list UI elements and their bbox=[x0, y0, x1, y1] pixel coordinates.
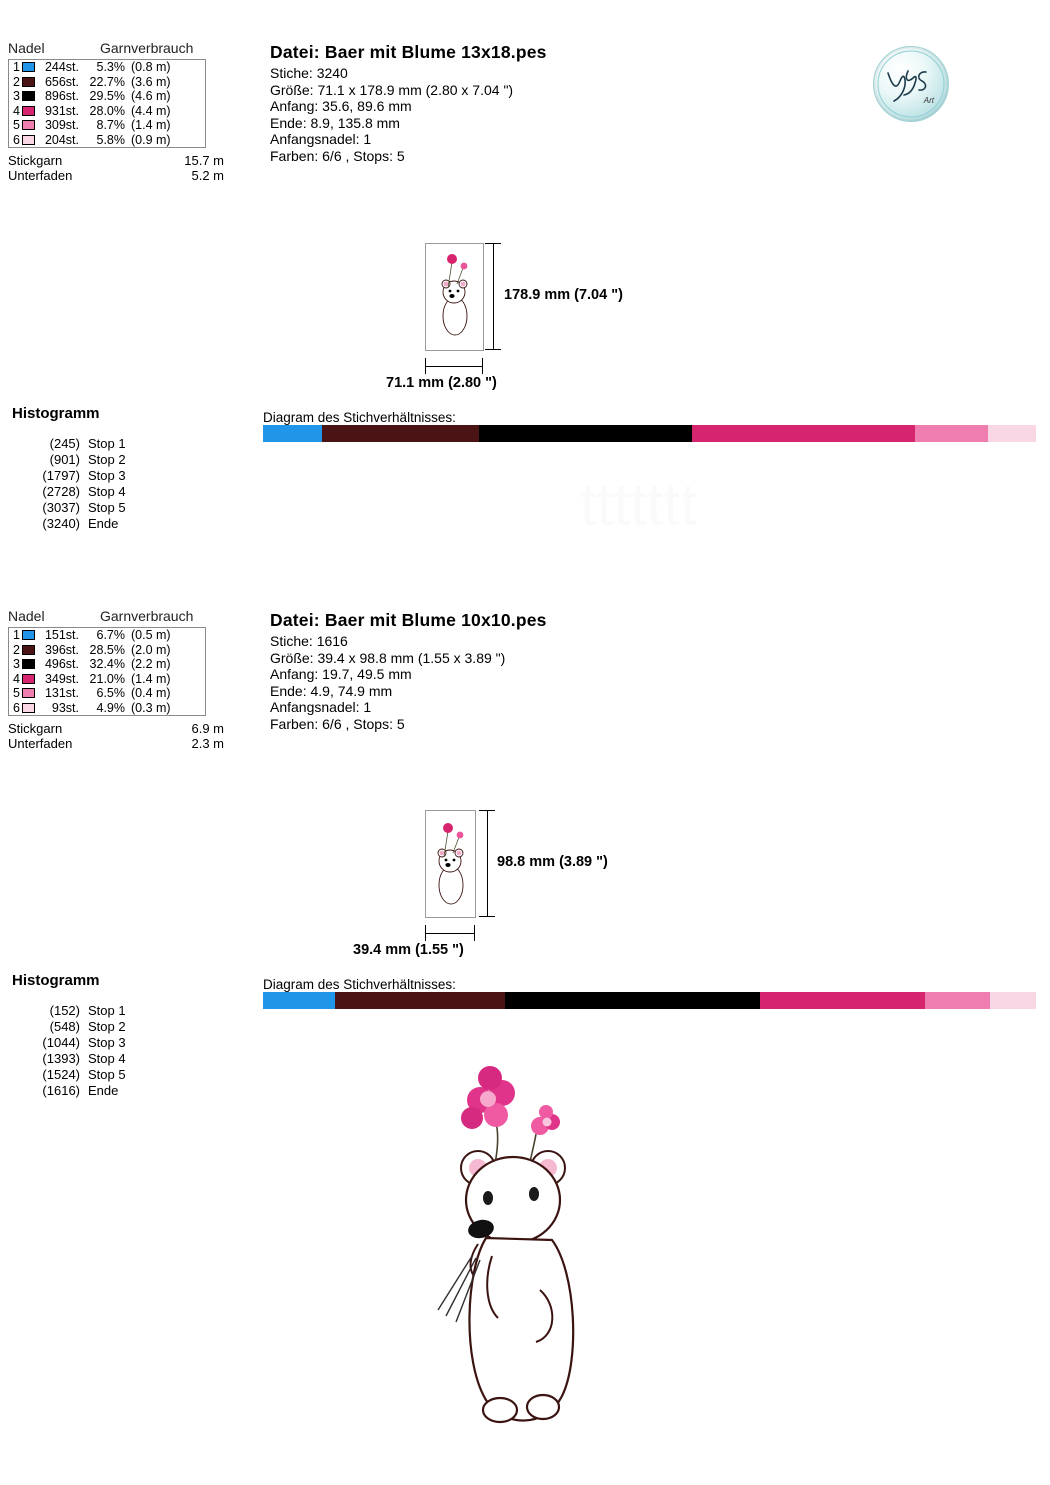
stop-label: Stop 4 bbox=[88, 1051, 126, 1066]
stitch-count: 93st. bbox=[51, 700, 79, 715]
height-dimension-line-1 bbox=[493, 243, 494, 349]
total-row bbox=[8, 153, 238, 168]
stop-count: (1797) bbox=[42, 468, 80, 483]
total-label: Unterfaden bbox=[8, 736, 73, 751]
usage-column-label: Garnverbrauch bbox=[100, 608, 194, 624]
stop-label: Stop 1 bbox=[88, 1003, 126, 1018]
file-stitches: Stiche: 1616 bbox=[270, 633, 348, 649]
needle-rows bbox=[8, 59, 206, 148]
total-row bbox=[8, 721, 238, 736]
table-row bbox=[9, 643, 205, 658]
diagram-label-1: Diagram des Stichverhältnisses: bbox=[263, 410, 456, 425]
needle-index: 2 bbox=[13, 74, 20, 89]
flower-small-icon bbox=[531, 1105, 560, 1135]
needle-index: 5 bbox=[13, 686, 20, 700]
file-end: Ende: 8.9, 135.8 mm bbox=[270, 114, 400, 131]
meters-value: (3.6 m) bbox=[131, 74, 171, 89]
stop-count: (2728) bbox=[42, 484, 80, 499]
bar-segment-6 bbox=[990, 992, 1036, 1009]
bar-segment-3 bbox=[479, 425, 692, 442]
table-row bbox=[9, 104, 205, 119]
list-item bbox=[12, 1051, 126, 1067]
percent-value: 28.5% bbox=[89, 642, 125, 657]
stop-label: Stop 3 bbox=[88, 1035, 126, 1050]
percent-value: 6.7% bbox=[96, 628, 125, 642]
needle-index: 3 bbox=[13, 657, 20, 671]
file-colors: Farben: 6/6 , Stops: 5 bbox=[270, 715, 405, 732]
total-value: 2.3 m bbox=[191, 736, 224, 751]
stitch-count: 204st. bbox=[44, 132, 79, 147]
color-swatch bbox=[22, 703, 35, 713]
stop-label: Stop 4 bbox=[88, 484, 126, 499]
color-swatch bbox=[22, 135, 35, 145]
design-preview-frame-1 bbox=[425, 243, 484, 351]
stitch-count: 396st. bbox=[44, 642, 79, 657]
percent-value: 8.7% bbox=[96, 118, 125, 132]
file-colors: Farben: 6/6 , Stops: 5 bbox=[270, 147, 405, 164]
needle-table-header bbox=[8, 608, 238, 624]
total-row bbox=[8, 168, 238, 183]
stop-count: (152) bbox=[49, 1003, 80, 1018]
list-item bbox=[12, 436, 126, 452]
list-item bbox=[12, 1019, 126, 1035]
meters-value: (0.5 m) bbox=[131, 628, 171, 642]
list-item bbox=[12, 452, 126, 468]
needle-index: 2 bbox=[13, 642, 20, 657]
needle-column-label: Nadel bbox=[8, 40, 45, 56]
file-info-2 bbox=[270, 610, 547, 732]
color-swatch bbox=[22, 659, 35, 669]
color-swatch bbox=[22, 106, 35, 116]
needle-rows bbox=[8, 627, 206, 716]
color-swatch bbox=[22, 674, 35, 684]
table-row bbox=[9, 701, 205, 716]
watermark-art bbox=[580, 455, 960, 580]
bear-preview-small-1 bbox=[426, 244, 483, 350]
logo-monogram-icon bbox=[874, 47, 948, 121]
bar-segment-4 bbox=[692, 425, 915, 442]
color-swatch bbox=[22, 120, 35, 130]
thread-totals bbox=[8, 153, 238, 183]
brand-logo bbox=[873, 46, 949, 122]
stop-count: (1393) bbox=[42, 1051, 80, 1066]
stop-count: (901) bbox=[49, 452, 80, 467]
stop-label: Stop 5 bbox=[88, 1067, 126, 1082]
histogram-2 bbox=[12, 972, 126, 1099]
file-title: Datei: Baer mit Blume 13x18.pes bbox=[270, 42, 547, 62]
needle-index: 6 bbox=[13, 700, 20, 715]
percent-value: 29.5% bbox=[89, 89, 125, 103]
bar-segment-5 bbox=[915, 425, 988, 442]
flower-large-icon bbox=[461, 1066, 515, 1129]
file-stitches: Stiche: 3240 bbox=[270, 65, 348, 81]
stop-label: Stop 2 bbox=[88, 1019, 126, 1034]
percent-value: 5.8% bbox=[96, 132, 125, 147]
bear-with-flower-icon bbox=[400, 1060, 700, 1460]
width-dimension-line-1 bbox=[425, 366, 482, 367]
total-label: Unterfaden bbox=[8, 168, 73, 183]
stop-count: (3240) bbox=[42, 516, 80, 531]
bar-segment-5 bbox=[925, 992, 990, 1009]
list-item bbox=[12, 1083, 126, 1099]
width-dimension-label-2: 39.4 mm (1.55 ") bbox=[353, 942, 464, 958]
file-size: Größe: 39.4 x 98.8 mm (1.55 x 3.89 ") bbox=[270, 649, 506, 666]
height-cap-bottom-1 bbox=[485, 349, 501, 350]
stitch-count: 244st. bbox=[44, 60, 79, 74]
table-row bbox=[9, 686, 205, 701]
histogram-1 bbox=[12, 405, 126, 532]
file-start: Anfang: 35.6, 89.6 mm bbox=[270, 98, 412, 114]
color-swatch bbox=[22, 645, 35, 655]
usage-column-label: Garnverbrauch bbox=[100, 40, 194, 56]
table-row bbox=[9, 118, 205, 133]
stitch-count: 131st. bbox=[44, 686, 79, 700]
width-cap-left-1 bbox=[425, 358, 426, 374]
histogram-title-2: Histogramm bbox=[12, 972, 100, 989]
needle-table-2 bbox=[8, 608, 238, 751]
bar-segment-6 bbox=[988, 425, 1036, 442]
file-end: Ende: 4.9, 74.9 mm bbox=[270, 682, 393, 699]
percent-value: 28.0% bbox=[89, 103, 125, 118]
color-swatch bbox=[22, 91, 35, 101]
diagram-label-2: Diagram des Stichverhältnisses: bbox=[263, 977, 456, 992]
needle-index: 3 bbox=[13, 89, 20, 103]
meters-value: (0.3 m) bbox=[131, 700, 171, 715]
stop-label: Stop 1 bbox=[88, 436, 126, 451]
meters-value: (2.0 m) bbox=[131, 642, 171, 657]
percent-value: 21.0% bbox=[89, 671, 125, 686]
table-row bbox=[9, 133, 205, 148]
meters-value: (0.9 m) bbox=[131, 132, 171, 147]
list-item bbox=[12, 1035, 126, 1051]
height-dimension-label-1: 178.9 mm (7.04 ") bbox=[504, 287, 623, 303]
list-item bbox=[12, 484, 126, 500]
file-start: Anfang: 19.7, 49.5 mm bbox=[270, 666, 412, 682]
file-info-1 bbox=[270, 42, 547, 164]
stop-count: (548) bbox=[49, 1019, 80, 1034]
design-preview-frame-2 bbox=[425, 810, 476, 918]
bar-segment-2 bbox=[322, 425, 479, 442]
width-dimension-line-2 bbox=[425, 933, 474, 934]
stop-count: (1044) bbox=[42, 1035, 80, 1050]
color-swatch bbox=[22, 77, 35, 87]
stitch-count: 656st. bbox=[44, 74, 79, 89]
color-swatch bbox=[22, 62, 35, 72]
stop-label: Ende bbox=[88, 516, 119, 531]
percent-value: 22.7% bbox=[89, 74, 125, 89]
meters-value: (2.2 m) bbox=[131, 657, 171, 671]
stitch-count: 349st. bbox=[44, 671, 79, 686]
needle-index: 6 bbox=[13, 132, 20, 147]
height-cap-top-1 bbox=[485, 243, 501, 244]
stop-count: (1524) bbox=[42, 1067, 80, 1082]
logo-art-label: Art bbox=[923, 96, 934, 105]
bear-preview-small-2 bbox=[426, 811, 475, 917]
list-item bbox=[12, 500, 126, 516]
table-row bbox=[9, 672, 205, 687]
needle-index: 1 bbox=[13, 628, 20, 642]
width-cap-right-1 bbox=[482, 358, 483, 374]
percent-value: 32.4% bbox=[89, 657, 125, 671]
height-cap-bottom-2 bbox=[479, 916, 495, 917]
needle-index: 1 bbox=[13, 60, 20, 74]
stop-label: Ende bbox=[88, 1083, 119, 1098]
histogram-title-1: Histogramm bbox=[12, 405, 100, 422]
stop-count: (3037) bbox=[42, 500, 80, 515]
meters-value: (0.8 m) bbox=[131, 60, 171, 74]
meters-value: (1.4 m) bbox=[131, 671, 171, 686]
width-dimension-label-1: 71.1 mm (2.80 ") bbox=[386, 375, 497, 391]
stop-label: Stop 5 bbox=[88, 500, 126, 515]
bar-segment-3 bbox=[505, 992, 760, 1009]
total-value: 15.7 m bbox=[184, 153, 224, 168]
embroidery-design-preview-large bbox=[400, 1060, 700, 1465]
file-size: Größe: 71.1 x 178.9 mm (2.80 x 7.04 ") bbox=[270, 81, 514, 98]
total-value: 6.9 m bbox=[191, 721, 224, 736]
meters-value: (0.4 m) bbox=[131, 686, 171, 700]
stop-label: Stop 2 bbox=[88, 452, 126, 467]
svg-text:ttttttt bbox=[580, 471, 697, 538]
needle-table-1 bbox=[8, 40, 238, 183]
stitch-ratio-bar-1 bbox=[263, 425, 1036, 442]
file-start-needle: Anfangsnadel: 1 bbox=[270, 699, 372, 715]
percent-value: 5.3% bbox=[96, 60, 125, 74]
needle-table-header bbox=[8, 40, 238, 56]
total-value: 5.2 m bbox=[191, 168, 224, 183]
bar-segment-4 bbox=[760, 992, 925, 1009]
needle-column-label: Nadel bbox=[8, 608, 45, 624]
stitch-count: 309st. bbox=[44, 118, 79, 132]
height-dimension-label-2: 98.8 mm (3.89 ") bbox=[497, 854, 608, 870]
stitch-count: 931st. bbox=[44, 103, 79, 118]
stop-count: (245) bbox=[49, 436, 80, 451]
width-cap-right-2 bbox=[474, 925, 475, 941]
stop-label: Stop 3 bbox=[88, 468, 126, 483]
watermark-icon bbox=[580, 455, 960, 575]
meters-value: (1.4 m) bbox=[131, 118, 171, 132]
meters-value: (4.4 m) bbox=[131, 103, 171, 118]
list-item bbox=[12, 1003, 126, 1019]
file-title: Datei: Baer mit Blume 10x10.pes bbox=[270, 610, 547, 630]
list-item bbox=[12, 1067, 126, 1083]
table-row bbox=[9, 89, 205, 104]
table-row bbox=[9, 657, 205, 672]
height-dimension-line-2 bbox=[487, 810, 488, 916]
meters-value: (4.6 m) bbox=[131, 89, 171, 103]
percent-value: 6.5% bbox=[96, 686, 125, 700]
stitch-count: 896st. bbox=[44, 89, 79, 103]
bar-segment-1 bbox=[263, 992, 335, 1009]
total-label: Stickgarn bbox=[8, 721, 63, 736]
total-label: Stickgarn bbox=[8, 153, 63, 168]
stitch-count: 151st. bbox=[44, 628, 79, 642]
table-row bbox=[9, 75, 205, 90]
stop-count: (1616) bbox=[42, 1083, 80, 1098]
total-row bbox=[8, 736, 238, 751]
height-cap-top-2 bbox=[479, 810, 495, 811]
table-row bbox=[9, 628, 205, 643]
percent-value: 4.9% bbox=[96, 700, 125, 715]
stitch-ratio-bar-2 bbox=[263, 992, 1036, 1009]
file-start-needle: Anfangsnadel: 1 bbox=[270, 131, 372, 147]
needle-index: 4 bbox=[13, 671, 20, 686]
stitch-count: 496st. bbox=[44, 657, 79, 671]
list-item bbox=[12, 468, 126, 484]
bar-segment-2 bbox=[335, 992, 505, 1009]
thread-totals bbox=[8, 721, 238, 751]
width-cap-left-2 bbox=[425, 925, 426, 941]
list-item bbox=[12, 516, 126, 532]
table-row bbox=[9, 60, 205, 75]
needle-index: 5 bbox=[13, 118, 20, 132]
color-swatch bbox=[22, 688, 35, 698]
bar-segment-1 bbox=[263, 425, 322, 442]
needle-index: 4 bbox=[13, 103, 20, 118]
color-swatch bbox=[22, 630, 35, 640]
